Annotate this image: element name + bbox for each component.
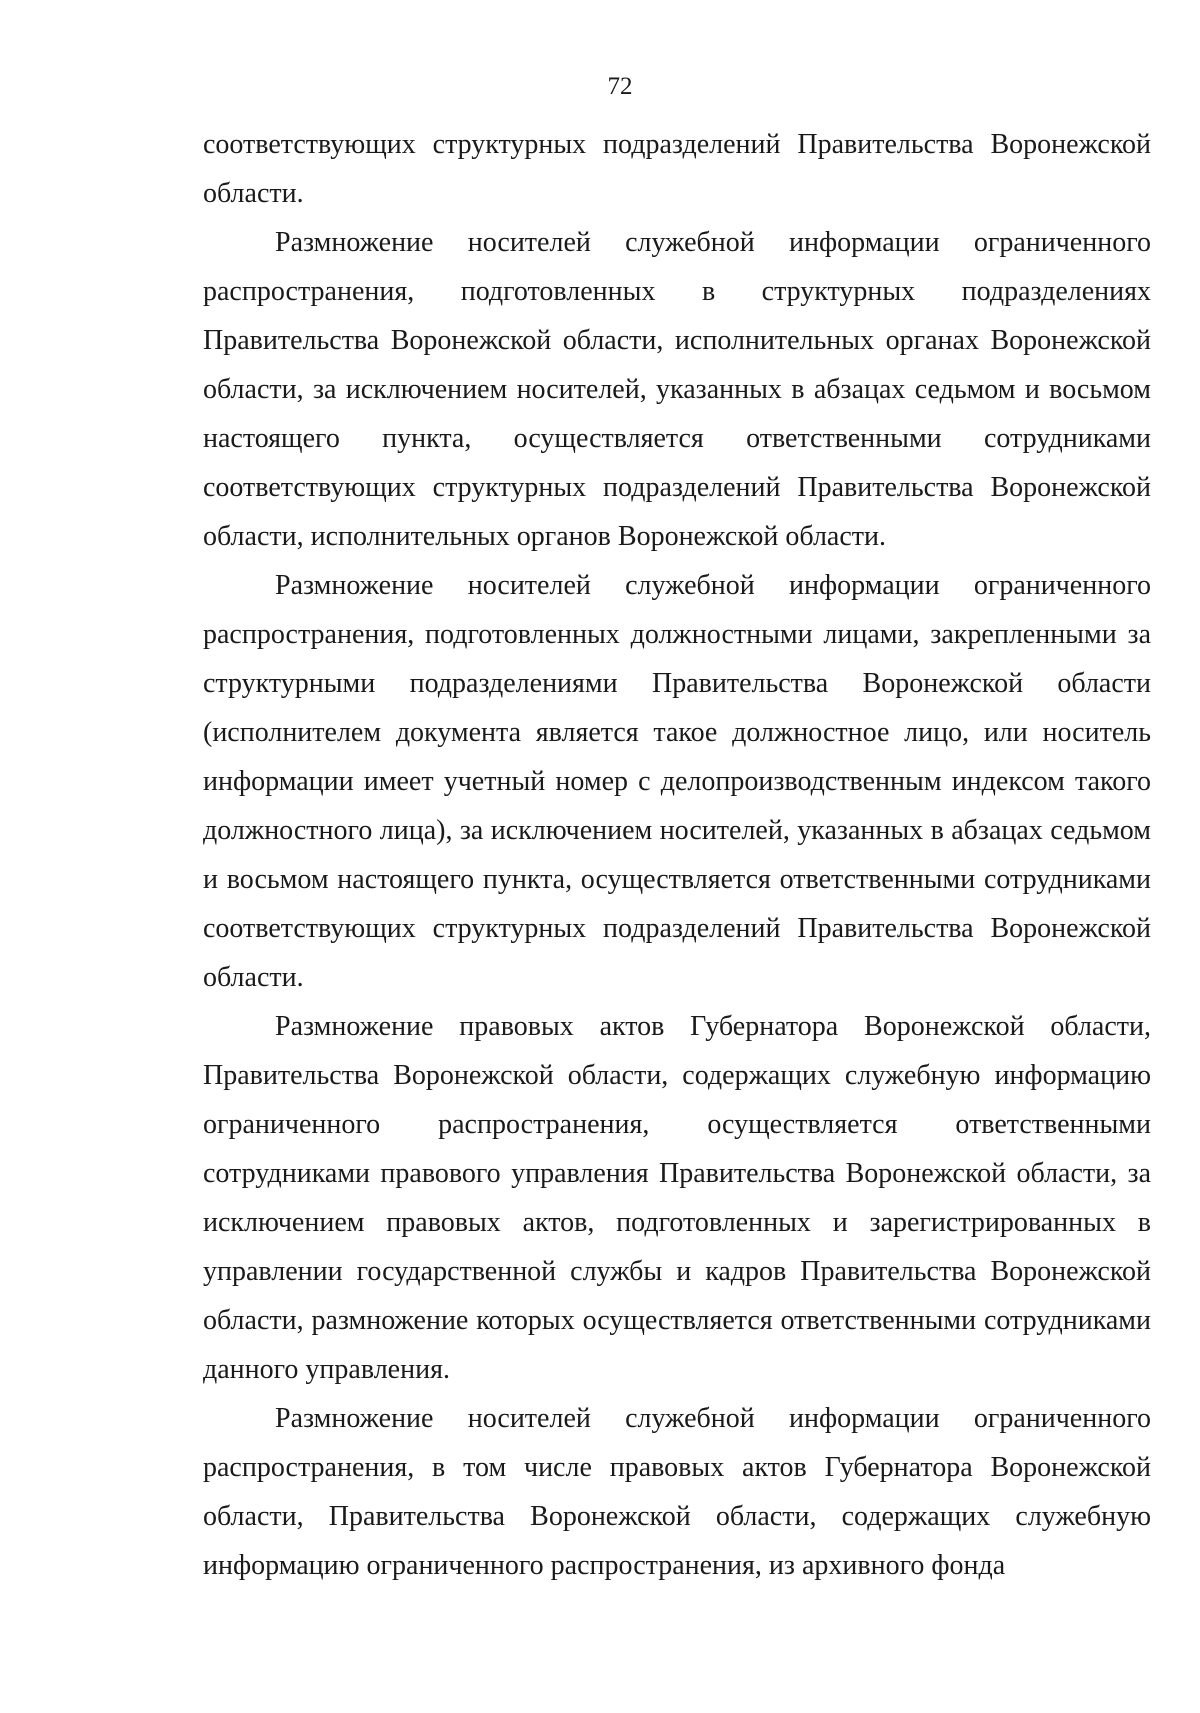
paragraph-legal-acts: Размножение правовых актов Губернатора Воронежской области, Правительства Воронежской области, содержащих служебную информацию ограниченного распространения, осуществляется ответственными сотрудниками правового управления Правительства Воронежской области, за исключением правовых актов, подготовленных и зарегистрированных в управлении государственной службы и кадров Правительства Воронежской области, размножение которых осуществляется ответственными сотрудниками данного управления. [203, 1011, 1151, 1385]
paragraph-archive: Размножение носителей служебной информации ограниченного распространения, в том числе правовых актов Губернатора Воронежской области, Правительства Воронежской области, содержащих служебную информацию ограниченного распространения, из архивного фонда [203, 1403, 1151, 1581]
paragraph-structural-units: Размножение носителей служебной информации ограниченного распространения, подготовленных в структурных подразделениях Правительства Воронежской области, исполнительных органах Воронежской области, за исключением носителей, указанных в абзацах седьмом и восьмом настоящего пункта, осуществляется ответственными сотрудниками соответствующих структурных подразделений Правительства Воронежской области, исполнительных органов Воронежской области. [203, 227, 1151, 552]
paragraph-continuation: соответствующих структурных подразделений Правительства Воронежской области. [203, 129, 1151, 209]
document-body [203, 120, 1151, 1590]
paragraph-officials: Размножение носителей служебной информации ограниченного распространения, подготовленных должностными лицами, закрепленными за структурными подразделениями Правительства Воронежской области (исполнителем документа является такое должностное лицо, или носитель информации имеет учетный номер с делопроизводственным индексом такого должностного лица), за исключением носителей, указанных в абзацах седьмом и восьмом настоящего пункта, осуществляется ответственными сотрудниками соответствующих структурных подразделений Правительства Воронежской области. [203, 570, 1151, 993]
page-number: 72 [607, 73, 633, 100]
